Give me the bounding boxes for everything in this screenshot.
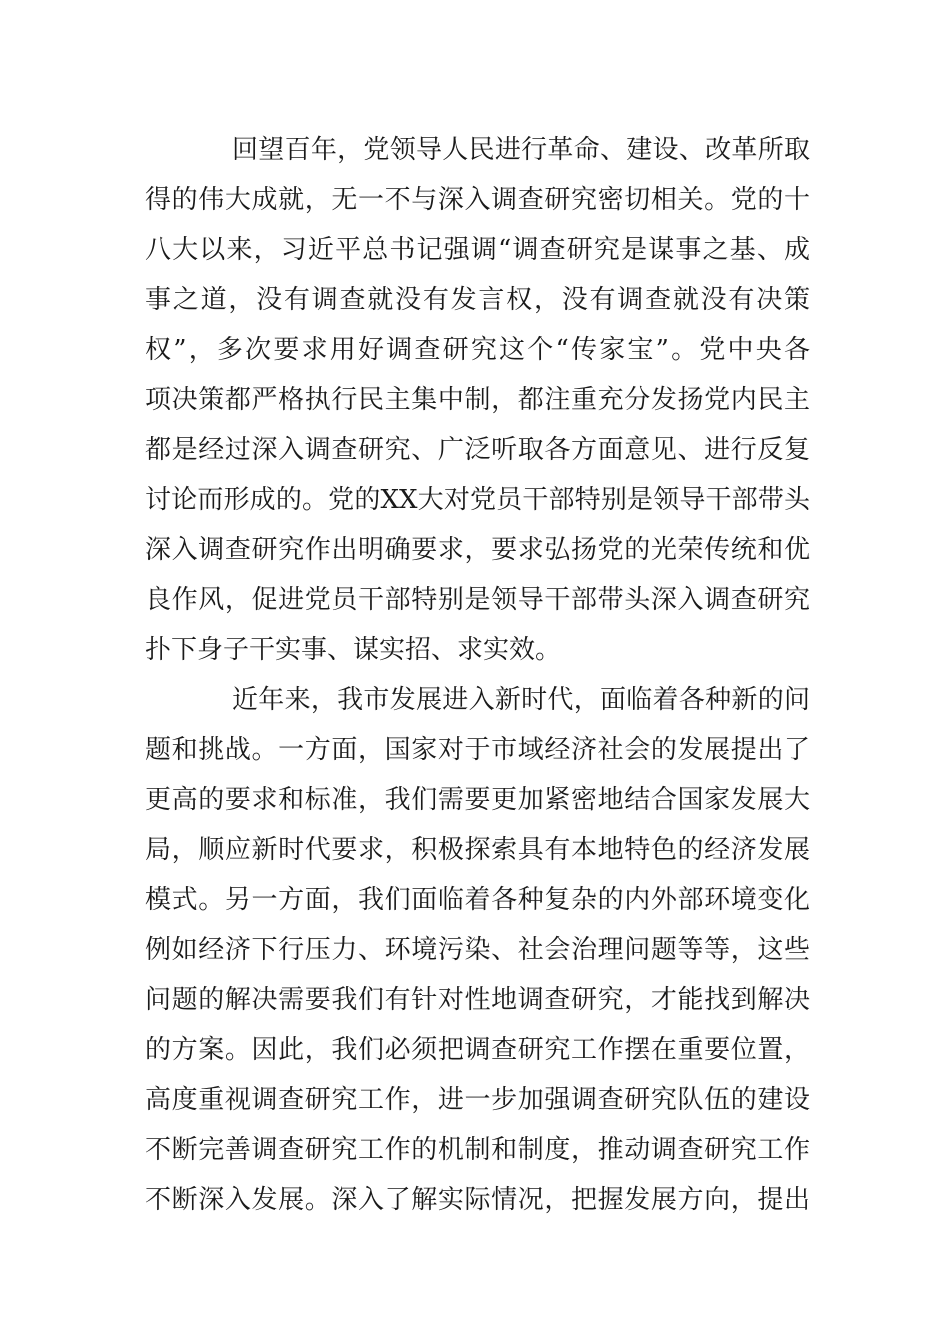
paragraph-line: 良作风，促进党员干部特别是领导干部带头深入调查研究: [145, 585, 810, 615]
paragraph-line: 事之道，没有调查就没有发言权，没有调查就没有决策: [145, 285, 810, 315]
paragraph-line: 局，顺应新时代要求，积极探索具有本地特色的经济发展: [145, 835, 810, 865]
paragraph-line: 项决策都严格执行民主集中制，都注重充分发扬党内民主: [145, 385, 810, 415]
paragraph-line: 讨论而形成的。党的XX大对党员干部特别是领导干部带头: [145, 485, 810, 515]
paragraph-line: 例如经济下行压力、环境污染、社会治理问题等等，这些: [145, 935, 810, 965]
paragraph-line: 更高的要求和标准，我们需要更加紧密地结合国家发展大: [145, 785, 810, 815]
paragraph-line: 扑下身子干实事、谋实招、求实效。: [145, 635, 562, 665]
paragraph-line: 高度重视调查研究工作，进一步加强调查研究队伍的建设: [145, 1085, 810, 1115]
paragraph-line: 问题的解决需要我们有针对性地调查研究，才能找到解决: [145, 985, 810, 1015]
paragraph-line: 权”，多次要求用好调查研究这个“传家宝”。党中央各: [145, 335, 810, 365]
paragraph-line: 得的伟大成就，无一不与深入调查研究密切相关。党的十: [145, 185, 810, 215]
paragraph-line: 近年来，我市发展进入新时代，面临着各种新的问: [232, 685, 810, 715]
paragraph-line: 都是经过深入调查研究、广泛听取各方面意见、进行反复: [145, 435, 810, 465]
paragraph-line: 题和挑战。一方面，国家对于市域经济社会的发展提出了: [145, 735, 810, 765]
paragraph-line: 深入调查研究作出明确要求，要求弘扬党的光荣传统和优: [145, 535, 810, 565]
paragraph-line: 的方案。因此，我们必须把调查研究工作摆在重要位置，: [145, 1035, 810, 1065]
paragraph-line: 不断深入发展。深入了解实际情况，把握发展方向，提出: [145, 1185, 810, 1215]
paragraph-line: 不断完善调查研究工作的机制和制度，推动调查研究工作: [145, 1135, 810, 1165]
paragraph-line: 八大以来，习近平总书记强调“调查研究是谋事之基、成: [145, 235, 810, 265]
paragraph-line: 回望百年，党领导人民进行革命、建设、改革所取: [232, 135, 810, 165]
paragraph-line: 模式。另一方面，我们面临着各种复杂的内外部环境变化: [145, 885, 810, 915]
